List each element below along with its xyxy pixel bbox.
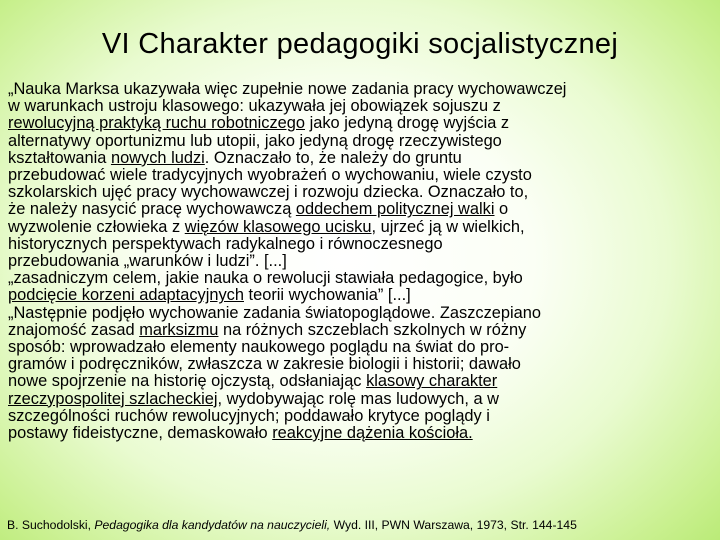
underlined-phrase: nowych ludzi (110, 148, 205, 167)
text-run: „zasadniczym celem, jakie nauka o rewolucji stawiała pedagogice, było (8, 269, 523, 288)
citation-author: B. Suchodolski, (7, 518, 95, 532)
text-run: historycznych perspektywach radykalnego i równoczesnego (8, 234, 443, 253)
text-run: , ujrzeć ją w wielkich, (371, 217, 525, 236)
text-run: o (494, 200, 509, 219)
text-run: przebudować wiele tradycyjnych wyobrażeń o wychowaniu, wiele czysto (8, 166, 532, 185)
text-line (8, 286, 718, 305)
underlined-phrase: podcięcie korzeni adaptacyjnych (8, 286, 244, 305)
text-run: znajomość zasad (8, 320, 140, 339)
underlined-phrase: więzów klasowego ucisku (184, 217, 372, 236)
slide-title: VI Charakter pedagogiki socjalistycznej (101, 28, 619, 60)
text-line (8, 406, 718, 425)
text-run: teorii wychowania” [...] (243, 286, 411, 305)
text-run: . Oznaczało to, że należy do gruntu (204, 148, 462, 167)
text-run: że należy nasycić pracę wychowawczą (8, 200, 296, 219)
quote-paragraph (8, 81, 718, 270)
text-run: alternatywy oportunizmu lub utopii, jako jedyną drogę rzeczywistego (8, 131, 502, 150)
text-run: na różnych szczeblach szkolnych w różny (218, 320, 527, 339)
citation-details: Wyd. III, PWN Warszawa, 1973, Str. 144-145 (330, 518, 577, 532)
text-run: kształtowania (8, 148, 111, 167)
text-line (8, 114, 718, 133)
text-line (8, 252, 718, 271)
quote-paragraph (8, 270, 718, 304)
text-line (8, 424, 718, 443)
text-run: przebudowania „warunków i ludzi”. [...] (8, 252, 287, 271)
text-run: w warunkach ustroju klasowego: ukazywała jej obowiązek sojuszu z (8, 97, 501, 116)
quote-paragraph (8, 305, 718, 443)
text-run: , wydobywając rolę mas ludowych, a w (217, 389, 500, 408)
citation-work: Pedagogika dla kandydatów na nauczycieli, (94, 518, 331, 532)
text-line (8, 131, 718, 150)
text-line (8, 183, 718, 202)
underlined-phrase: rewolucyjną praktyką ruchu robotniczego (8, 114, 306, 133)
text-line (8, 303, 718, 322)
text-line (8, 234, 718, 253)
underlined-phrase: marksizmu (139, 320, 219, 339)
text-line (8, 166, 718, 185)
text-run: postawy fideistyczne, demaskowało (8, 424, 273, 443)
text-run: nowe spojrzenie na historię ojczystą, odsłaniając (8, 372, 367, 391)
text-line (8, 148, 718, 167)
text-run: szkolarskich ujęć pracy wychowawczej i rozwoju dziecka. Oznaczało to, (8, 183, 529, 202)
text-run: jako jedyną drogę wyjścia z (305, 114, 510, 133)
quote-body (8, 81, 718, 442)
underlined-phrase: oddechem politycznej walki (295, 200, 495, 219)
text-line (8, 97, 718, 116)
text-line (8, 80, 718, 98)
text-run: wyzwolenie człowieka z (8, 217, 185, 236)
text-line (8, 200, 718, 219)
text-run: sposób: wprowadzało elementy naukowego poglądu na świat do pro- (8, 338, 510, 357)
text-line (8, 338, 718, 357)
citation (7, 518, 719, 532)
underlined-phrase: rzeczypospolitej szlacheckiej (8, 389, 218, 408)
text-run: gramów i podręczników, zwłaszcza w zakresie biologii i historii; dawało (8, 355, 521, 374)
text-run: szczególności ruchów rewolucyjnych; poddawało krytyce poglądy i (8, 406, 490, 425)
text-run: „Następnie podjęło wychowanie zadania światopoglądowe. Zaszczepiano (8, 303, 542, 322)
underlined-phrase: reakcyjne dążenia kościoła. (272, 424, 473, 443)
text-line (8, 217, 718, 236)
text-line (8, 355, 718, 374)
text-line (8, 320, 718, 339)
text-run: „Nauka Marksa ukazywała więc zupełnie nowe zadania pracy wychowawczej (8, 80, 567, 98)
text-line (8, 372, 718, 391)
text-line (8, 389, 718, 408)
underlined-phrase: klasowy charakter (366, 372, 498, 391)
text-line (8, 269, 718, 288)
